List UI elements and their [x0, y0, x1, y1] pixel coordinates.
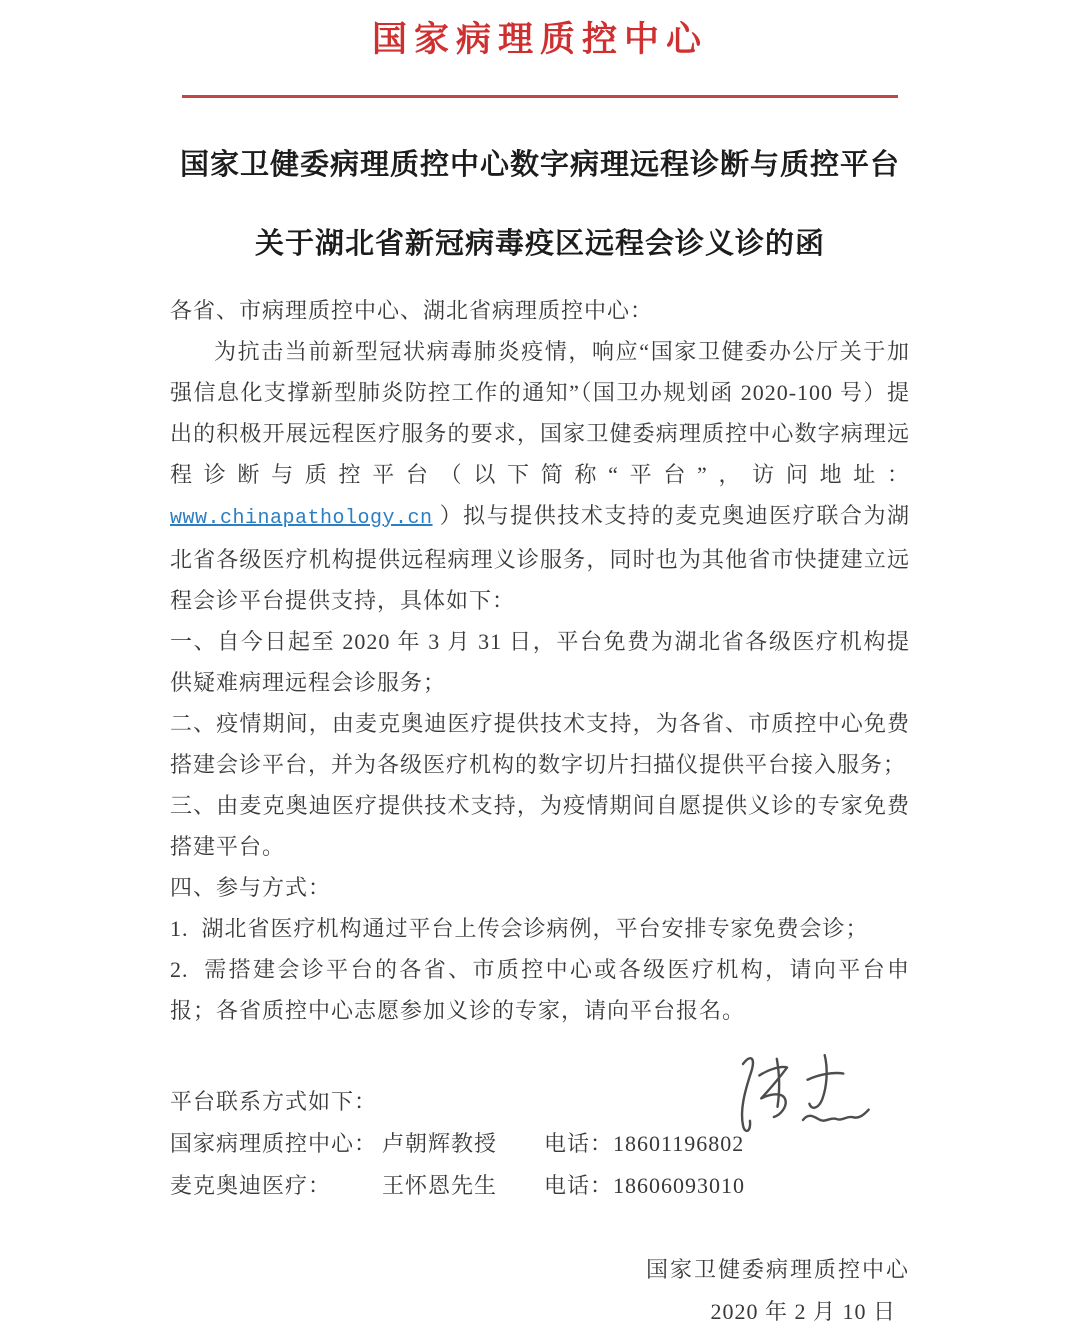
phone-label: 电话： — [544, 1173, 614, 1198]
letterhead-divider — [182, 95, 898, 98]
document-title-line1: 国家卫健委病理质控中心数字病理远程诊断与质控平台 — [179, 149, 900, 181]
salutation: 各省、市病理质控中心、湖北省病理质控中心： — [170, 298, 654, 323]
handwritten-signature-icon — [724, 1037, 878, 1147]
item-3: 三、由麦克奥迪医疗提供技术支持，为疫情期间自愿提供义诊的专家免费搭建平台。 — [170, 793, 910, 859]
intro-paragraph — [170, 331, 910, 621]
contact-row-motic — [170, 1165, 910, 1207]
closing-block — [170, 1249, 910, 1333]
contact-intro: 平台联系方式如下： — [170, 1089, 378, 1114]
platform-url-link[interactable]: www.chinapathology.cn — [170, 507, 433, 530]
contact-phone: 18601196802 — [613, 1131, 745, 1156]
intro-text-after-link: ）拟与提供技术支持的麦克奥迪医疗联合为湖北省各级医疗机构提供远程病理义诊服务，同时也为其他省市快捷建立远程会诊平台提供支持，具体如下： — [170, 503, 910, 613]
sub-item-1: 1. 湖北省医疗机构通过平台上传会诊病例，平台安排专家免费会诊； — [170, 916, 869, 941]
item-2: 二、疫情期间，由麦克奥迪医疗提供技术支持，为各省、市质控中心免费搭建会诊平台，并为各级医疗机构的数字切片扫描仪提供平台接入服务； — [170, 711, 910, 777]
item-4: 四、参与方式： — [170, 875, 332, 900]
contact-person: 王怀恩先生 — [382, 1173, 498, 1198]
intro-text-before-link: 为抗击当前新型冠状病毒肺炎疫情，响应“国家卫健委办公厅关于加强信息化支撑新型肺炎防控工作的通知”（国卫办规划函 2020-100 号）提出的积极开展远程医疗服务的要求，国家卫健委病理质控中心数字病理远程诊断与质控平台（以下简称“平台”，访问地址： — [170, 339, 910, 487]
contact-phone: 18606093010 — [613, 1173, 746, 1198]
closing-date: 2020 年 2 月 10 日 — [710, 1299, 896, 1324]
contact-person: 卢朝辉教授 — [382, 1131, 498, 1156]
contact-org: 国家病理质控中心： — [170, 1131, 378, 1156]
document-title-line2: 关于湖北省新冠病毒疫区远程会诊义诊的函 — [254, 228, 825, 260]
sub-item-2: 2. 需搭建会诊平台的各省、市质控中心或各级医疗机构，请向平台申报；各省质控中心志愿参加义诊的专家，请向平台报名。 — [170, 957, 910, 1023]
letter-body — [170, 290, 910, 1031]
letterhead-title: 国家病理质控中心 — [371, 20, 708, 59]
phone-label: 电话： — [544, 1131, 614, 1156]
contact-org: 麦克奥迪医疗： — [170, 1173, 332, 1198]
item-1: 一、自今日起至 2020 年 3 月 31 日，平台免费为湖北省各级医疗机构提供疑难病理远程会诊服务； — [170, 629, 910, 695]
closing-org: 国家卫健委病理质控中心 — [645, 1257, 910, 1282]
